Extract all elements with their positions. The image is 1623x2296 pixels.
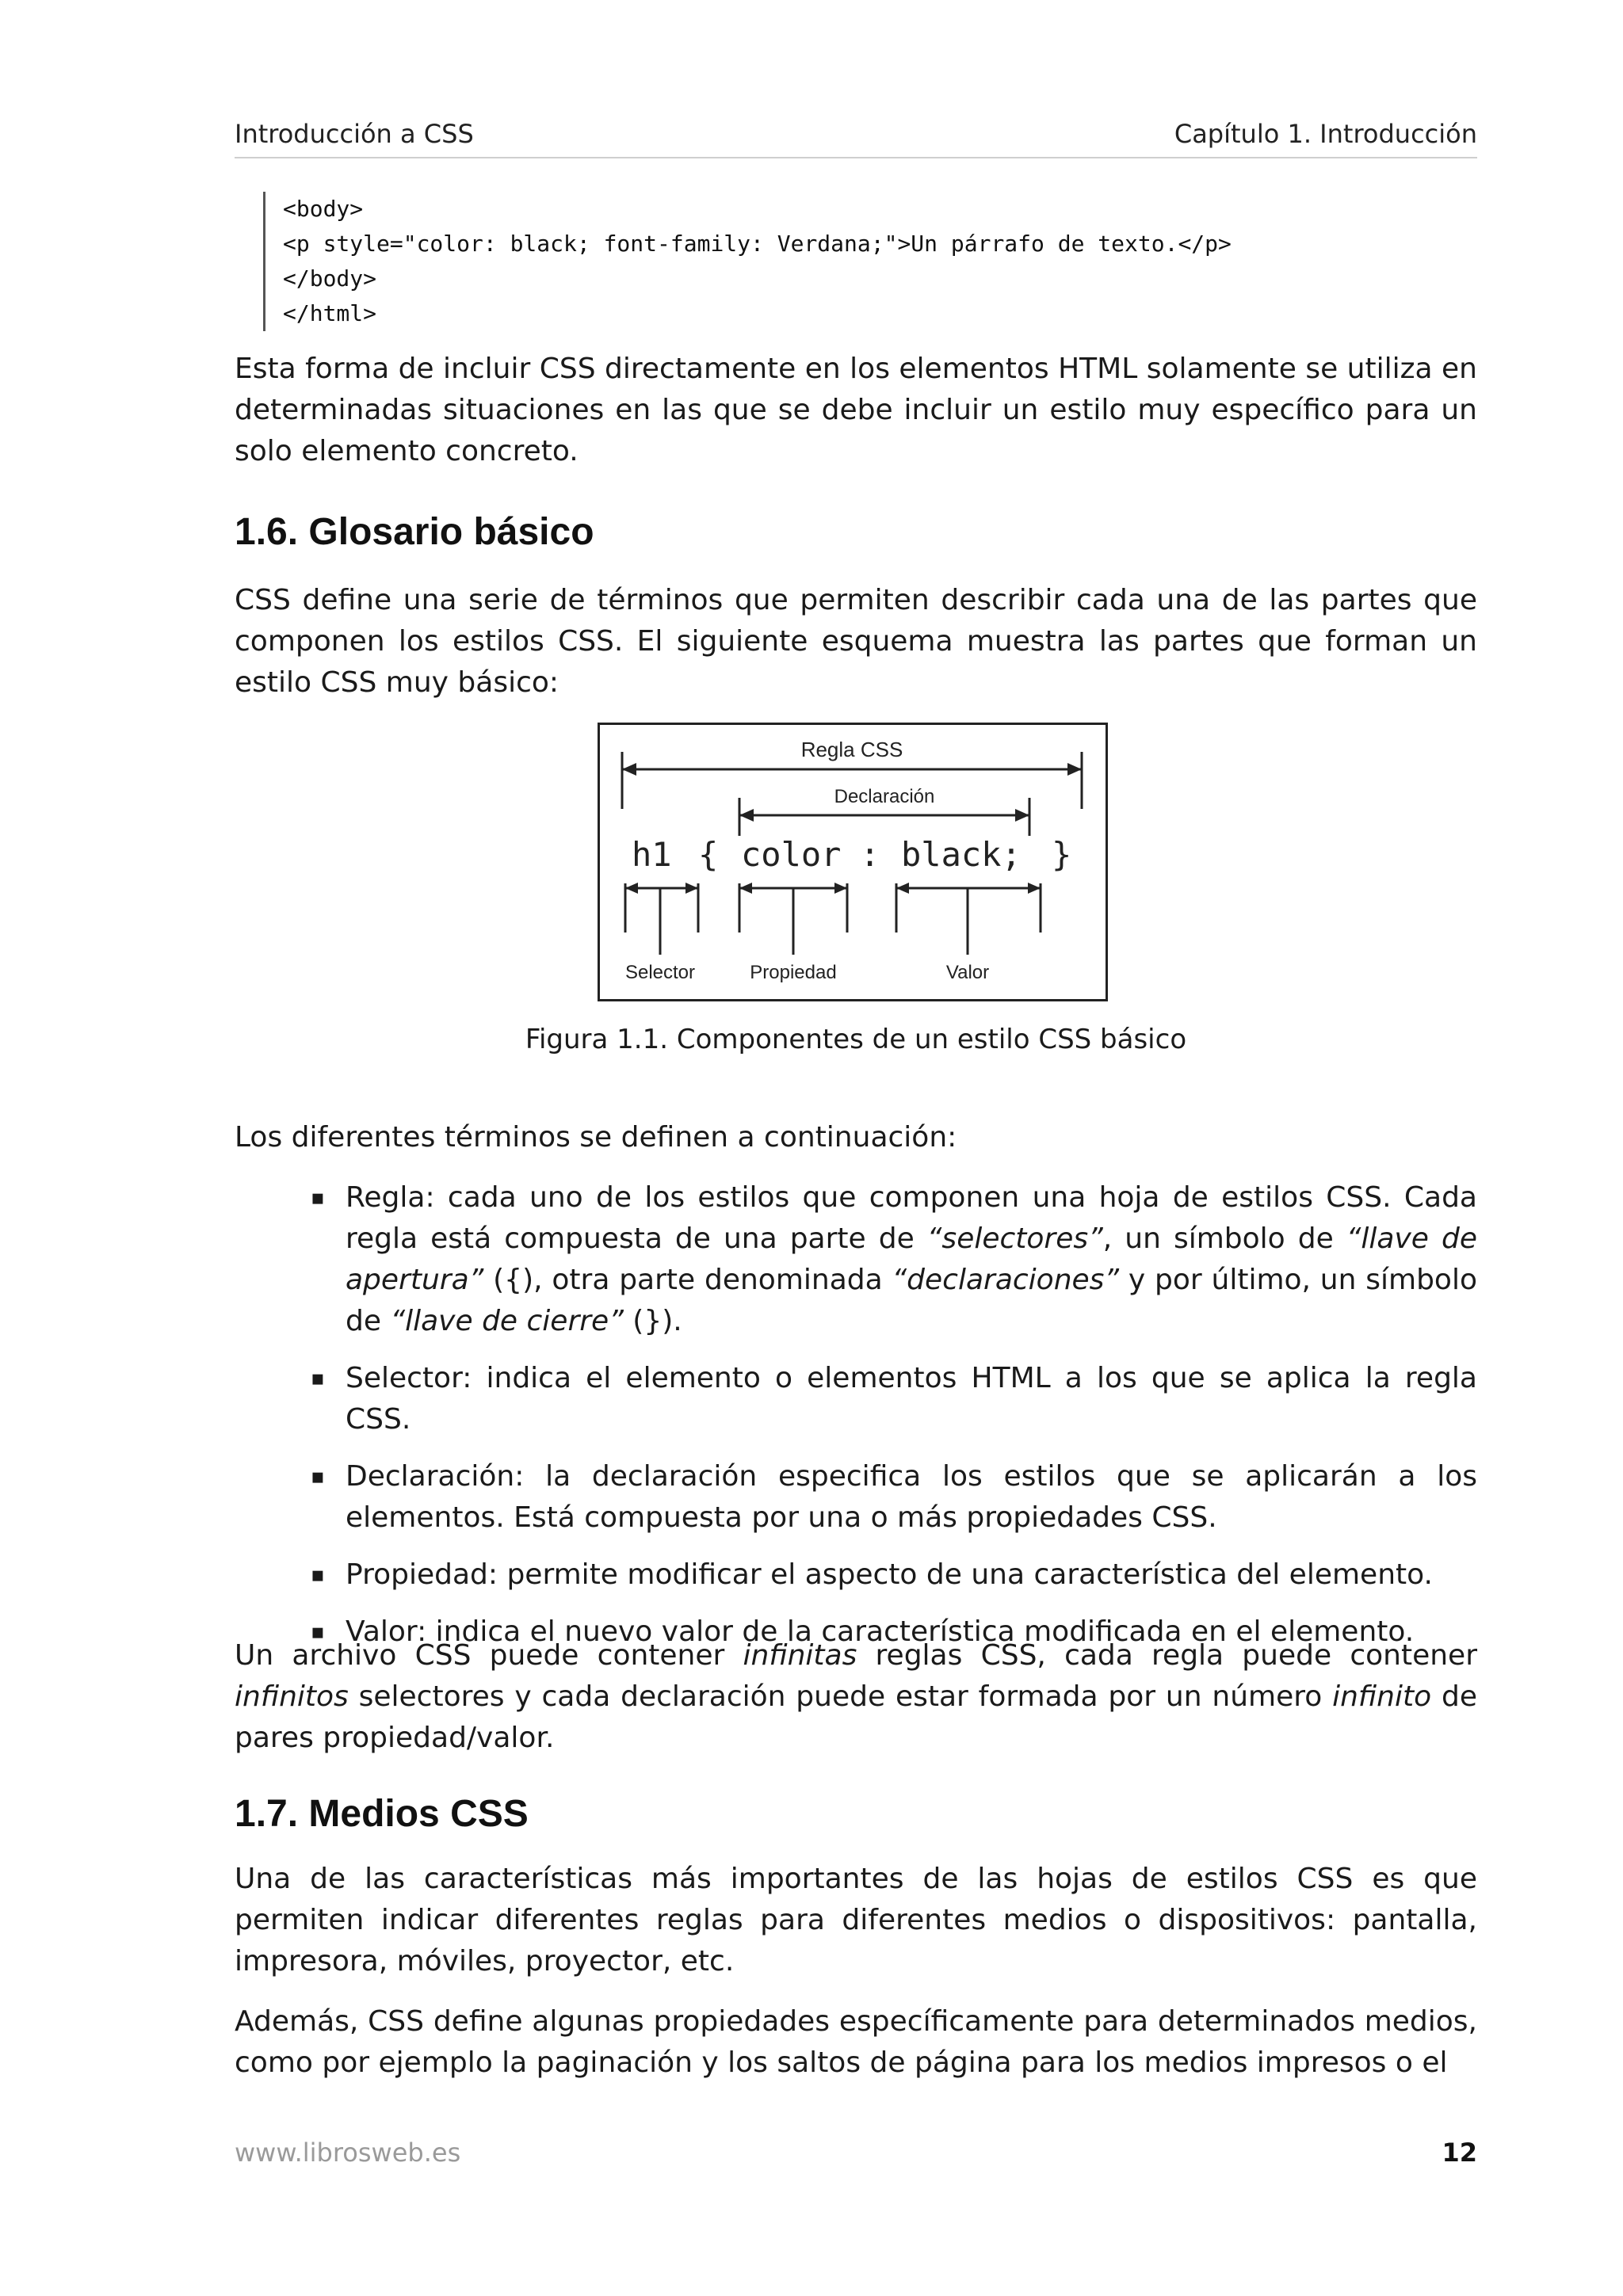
css-rule-diagram bbox=[598, 723, 1108, 1001]
selector-right-arrowhead bbox=[685, 883, 698, 894]
header-book-title: Introducción a CSS bbox=[235, 119, 474, 149]
valor-left-arrowhead bbox=[896, 883, 909, 894]
label-regla-css: Regla CSS bbox=[800, 738, 903, 761]
propiedad-left-arrowhead bbox=[739, 883, 752, 894]
section-title-glosario: 1.6. Glosario básico bbox=[235, 511, 594, 553]
declaracion-left-arrowhead bbox=[739, 809, 754, 822]
label-selector: Selector bbox=[624, 962, 696, 983]
label-declaracion: Declaración bbox=[834, 786, 935, 807]
code-line: </body> bbox=[283, 265, 377, 292]
running-header bbox=[235, 119, 1477, 158]
label-valor: Valor bbox=[945, 962, 990, 983]
regla-left-arrowhead bbox=[622, 763, 636, 776]
regla-right-arrowhead bbox=[1067, 763, 1082, 776]
label-propiedad: Propiedad bbox=[750, 962, 837, 983]
code-line: <p style="color: black; font-family: Verdana;">Un párrafo de texto.</p> bbox=[283, 231, 1232, 257]
figure-caption: Figura 1.1. Componentes de un estilo CSS básico bbox=[525, 1024, 1187, 1055]
paragraph-glosario-intro: CSS define una serie de términos que permiten describir cada una de las partes que componen los estilos CSS. El siguiente esquema muestra las partes que forman un estilo CSS muy básico: bbox=[235, 584, 1477, 699]
code-selector: h1 bbox=[632, 835, 672, 874]
header-chapter-title: Capítulo 1. Introducción bbox=[1174, 119, 1477, 149]
document-page bbox=[235, 0, 1477, 2296]
code-property: color bbox=[741, 835, 842, 874]
list-item-regla: ▪ Regla: cada uno de los estilos que componen una hoja de estilos CSS. Cada regla está compuesta de una parte de “selectores”, un símbolo de “llave de apertura” ({), otra parte denominada “declaraciones” y por último, un símbolo de “llave de cierre” (}). bbox=[311, 1177, 1477, 1342]
code-line: </html> bbox=[283, 300, 377, 326]
paragraph-medios-2: Además, CSS define algunas propiedades específicamente para determinados medios, como por ejemplo la paginación y los saltos de página para los medios impresos o el bbox=[235, 2005, 1477, 2079]
page-number: 12 bbox=[1442, 2138, 1477, 2168]
list-item-declaracion: ▪ Declaración: la declaración especifica los estilos que se aplicarán a los elementos. Está compuesta por una o más propiedades CSS. bbox=[311, 1456, 1477, 1539]
footer-website: www.librosweb.es bbox=[235, 2138, 461, 2168]
code-value: black; bbox=[901, 835, 1022, 874]
paragraph-medios-1: Una de las características más importantes de las hojas de estilos CSS es que permiten indicar diferentes reglas para diferentes medios o dispositivos: pantalla, impresora, móviles, proyector, etc. bbox=[235, 1863, 1477, 1978]
valor-right-arrowhead bbox=[1028, 883, 1041, 894]
paragraph-infinite: Un archivo CSS puede contener infinitas reglas CSS, cada regla puede contener infinitos selectores y cada declaración puede estar formada por un número infinito de pares propiedad/valor. bbox=[235, 1639, 1477, 1754]
list-item-selector: ▪ Selector: indica el elemento o elementos HTML a los que se aplica la regla CSS. bbox=[311, 1358, 1477, 1440]
css-rule-diagram-svg bbox=[600, 725, 1106, 999]
code-block bbox=[263, 192, 1232, 331]
code-open-brace: { bbox=[698, 835, 719, 874]
paragraph-terms-intro: Los diferentes términos se definen a continuación: bbox=[235, 1121, 957, 1154]
code-close-brace: } bbox=[1052, 835, 1072, 874]
section-title-medios: 1.7. Medios CSS bbox=[235, 1793, 529, 1835]
code-colon: : bbox=[860, 835, 880, 874]
paragraph-inline-css: Esta forma de incluir CSS directamente en los elementos HTML solamente se utiliza en determinadas situaciones en las que se debe incluir un estilo muy específico para un solo elemento concreto. bbox=[235, 353, 1477, 467]
list-item-propiedad: ▪ Propiedad: permite modificar el aspecto de una característica del elemento. bbox=[311, 1554, 1477, 1596]
code-line: <body> bbox=[283, 196, 364, 222]
declaracion-right-arrowhead bbox=[1015, 809, 1029, 822]
terms-list bbox=[311, 1177, 1477, 1669]
propiedad-right-arrowhead bbox=[834, 883, 847, 894]
list-item-valor: ▪ Valor: indica el nuevo valor de la característica modificada en el elemento. bbox=[311, 1611, 1477, 1653]
selector-left-arrowhead bbox=[625, 883, 638, 894]
